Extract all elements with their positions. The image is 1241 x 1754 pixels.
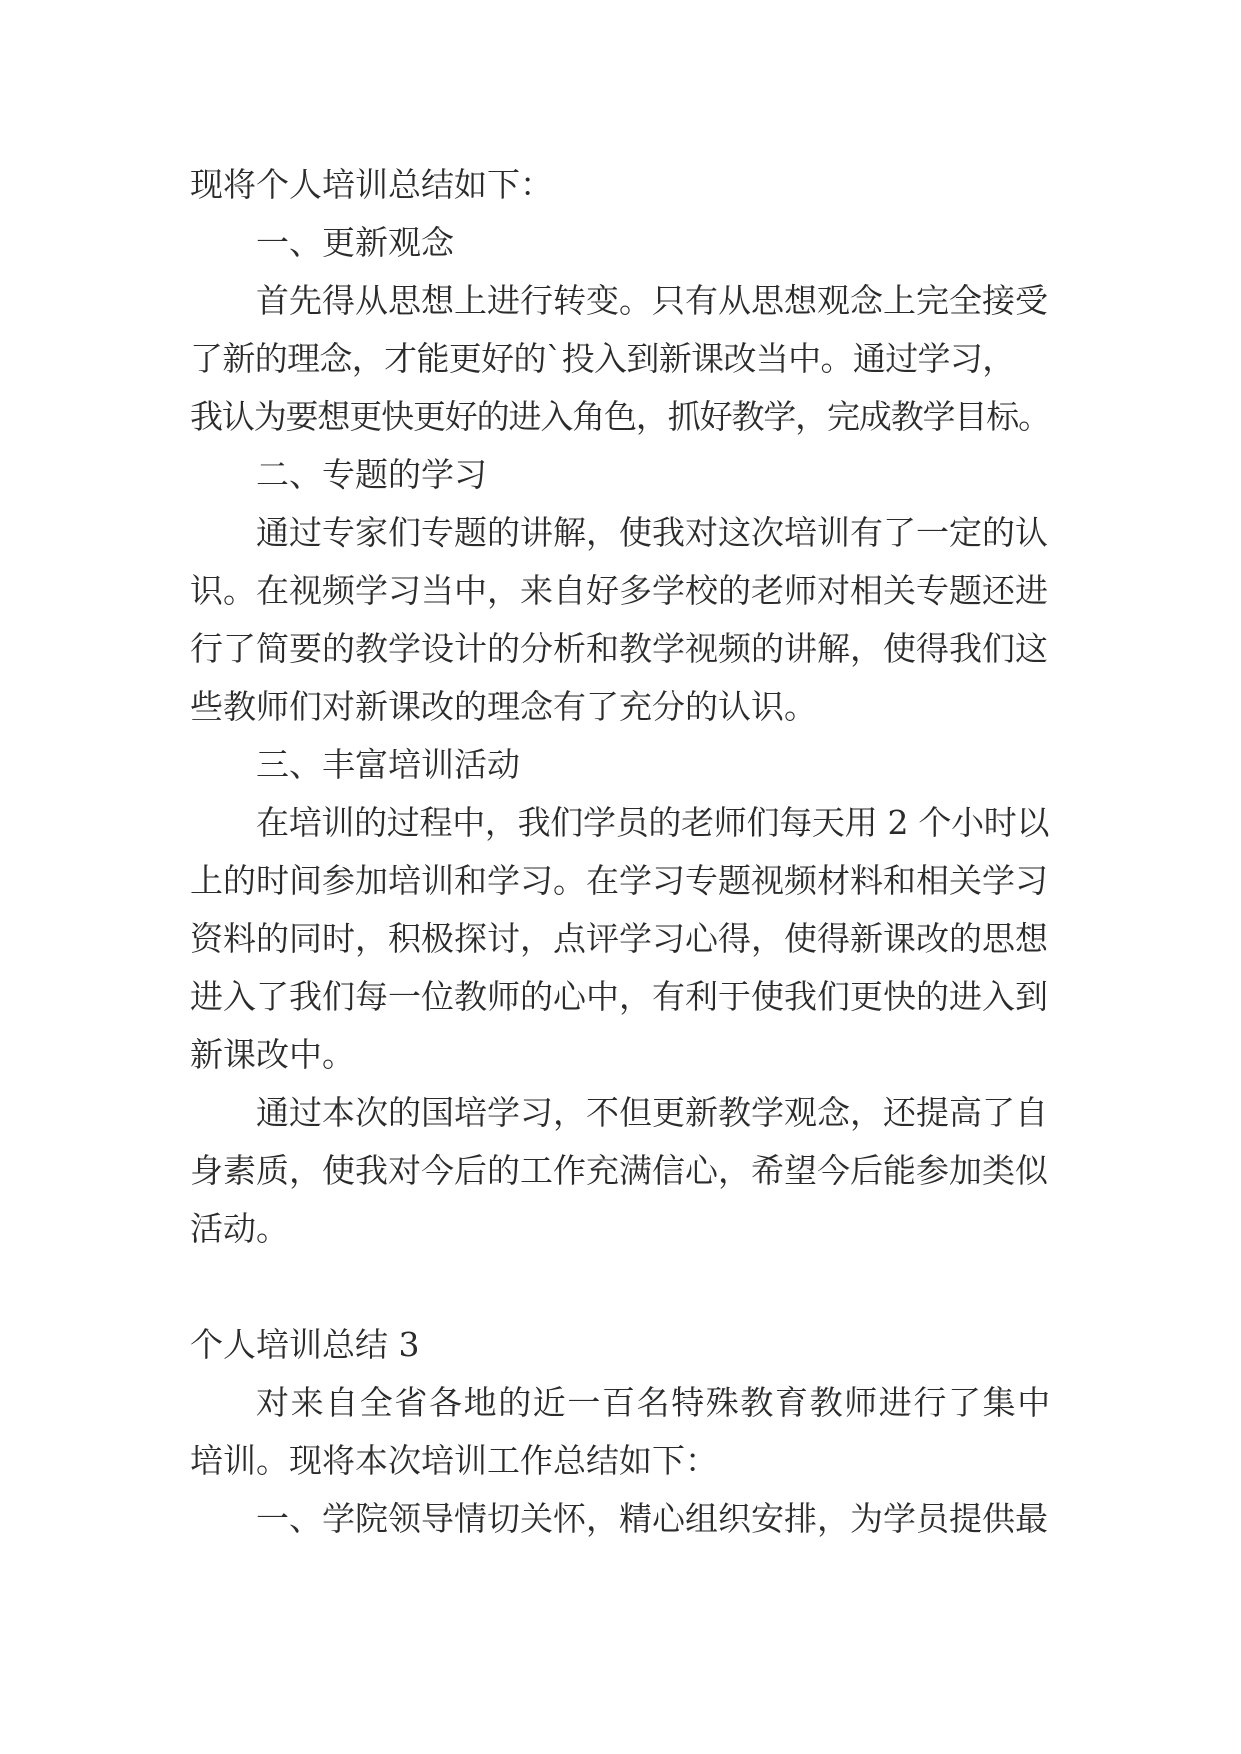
paragraph-line: 资料的同时，积极探讨，点评学习心得，使得新课改的思想 [190, 919, 1048, 958]
blank-line [190, 1258, 1052, 1316]
paragraph-line: 进入了我们每一位教师的心中，有利于使我们更快的进入到 [190, 977, 1048, 1016]
section-heading-2: 二、专题的学习 [256, 455, 487, 494]
summary-item-line: 一、学院领导情切关怀，精心组织安排，为学员提供最 [256, 1499, 1048, 1538]
paragraph-line: 上的时间参加培训和学习。在学习专题视频材料和相关学习 [190, 861, 1048, 900]
section-heading-1: 一、更新观念 [256, 223, 454, 262]
paragraph-line: 通过专家们专题的讲解，使我对这次培训有了一定的认 [256, 513, 1048, 552]
paragraph-line: 行了简要的教学设计的分析和教学视频的讲解，使得我们这 [190, 629, 1048, 668]
paragraph-line: 了新的理念，才能更好的`投入到新课改当中。通过学习， [190, 339, 1015, 378]
paragraph-line: 首先得从思想上进行转变。只有从思想观念上完全接受 [256, 281, 1048, 320]
document-body [190, 156, 1052, 1548]
paragraph-line: 些教师们对新课改的理念有了充分的认识。 [190, 687, 817, 726]
paragraph-line: 在培训的过程中，我们学员的老师们每天用 2 个小时以 [256, 803, 1050, 842]
summary-intro-line: 对来自全省各地的近一百名特殊教育教师进行了集中 [256, 1383, 1052, 1422]
summary-title: 个人培训总结 3 [190, 1325, 420, 1364]
summary-intro-line: 培训。现将本次培训工作总结如下： [190, 1441, 718, 1480]
section-heading-3: 三、丰富培训活动 [256, 745, 520, 784]
intro-lead: 现将个人培训总结如下： [190, 165, 553, 204]
closing-line: 活动。 [190, 1209, 289, 1248]
paragraph-line: 我认为要想更快更好的进入角色，抓好教学，完成教学目标。 [190, 397, 1050, 436]
closing-line: 通过本次的国培学习，不但更新教学观念，还提高了自 [256, 1093, 1048, 1132]
closing-line: 身素质，使我对今后的工作充满信心，希望今后能参加类似 [190, 1151, 1048, 1190]
paragraph-line: 识。在视频学习当中，来自好多学校的老师对相关专题还进 [190, 571, 1048, 610]
paragraph-line: 新课改中。 [190, 1035, 355, 1074]
